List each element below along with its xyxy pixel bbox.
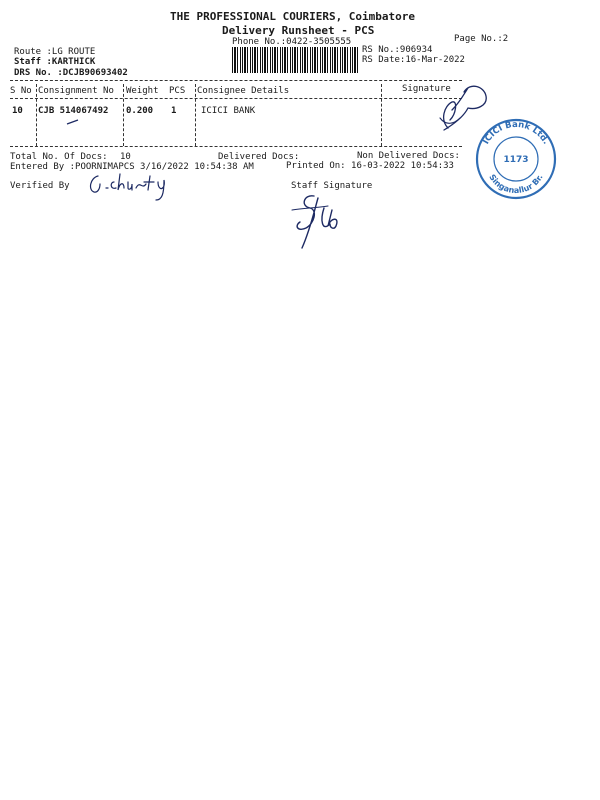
staff-label: Staff :KARTHICK	[14, 57, 96, 67]
rs-number: RS No.:906934	[362, 45, 433, 55]
cell-pcs: 1	[171, 106, 177, 116]
cell-consignment: CJB 514067492	[38, 106, 109, 116]
column-separator	[123, 84, 124, 146]
verifier-signature	[86, 170, 192, 202]
stamp-code: 1173	[503, 155, 529, 165]
rs-date: RS Date:16-Mar-2022	[362, 55, 465, 65]
col-header-weight: Weight	[126, 86, 159, 96]
divider	[10, 146, 462, 147]
route-label: Route :LG ROUTE	[14, 47, 96, 57]
column-separator	[381, 84, 382, 146]
col-header-signature: Signature	[402, 84, 451, 94]
verified-by-label: Verified By	[10, 181, 70, 191]
column-separator	[36, 84, 37, 146]
stamp-text-bottom: Singanallur Br.	[487, 172, 545, 196]
stamp-text-top: ICICI Bank Ltd.	[481, 119, 551, 147]
col-header-consignee: Consignee Details	[197, 86, 290, 96]
col-header-consignment: Consignment No	[38, 86, 114, 96]
total-docs-value: 10	[120, 152, 131, 162]
column-separator	[195, 84, 196, 146]
delivered-docs-label: Delivered Docs:	[218, 152, 300, 162]
cell-weight: 0.200	[126, 106, 154, 116]
staff-signature	[284, 190, 354, 252]
cell-sno: 10	[12, 106, 23, 116]
cell-consignee: ICICI BANK	[201, 106, 256, 116]
svg-text:ICICI Bank Ltd.	[481, 120, 551, 146]
pen-mark	[66, 118, 80, 126]
staff-signature-label: Staff Signature	[291, 181, 373, 191]
barcode	[232, 47, 358, 73]
bank-stamp	[474, 117, 558, 201]
printed-on: Printed On: 16-03-2022 10:54:33	[286, 161, 454, 171]
total-docs-label: Total No. Of Docs:	[10, 152, 108, 162]
page-number: Page No.:2	[454, 34, 509, 44]
phone-number: Phone No.:0422-3505555	[232, 37, 352, 47]
drs-number: DRS No. :DCJB90693402	[14, 68, 128, 78]
company-name: THE PROFESSIONAL COURIERS, Coimbatore	[170, 10, 416, 23]
non-delivered-docs-label: Non Delivered Docs:	[357, 151, 460, 161]
col-header-sno: S No	[10, 86, 32, 96]
entered-by: Entered By :POORNIMAPCS 3/16/2022 10:54:38 AM	[10, 162, 254, 172]
divider	[10, 98, 462, 99]
col-header-pcs: PCS	[169, 86, 186, 96]
document-title: Delivery Runsheet - PCS	[222, 24, 375, 37]
divider	[10, 80, 462, 81]
